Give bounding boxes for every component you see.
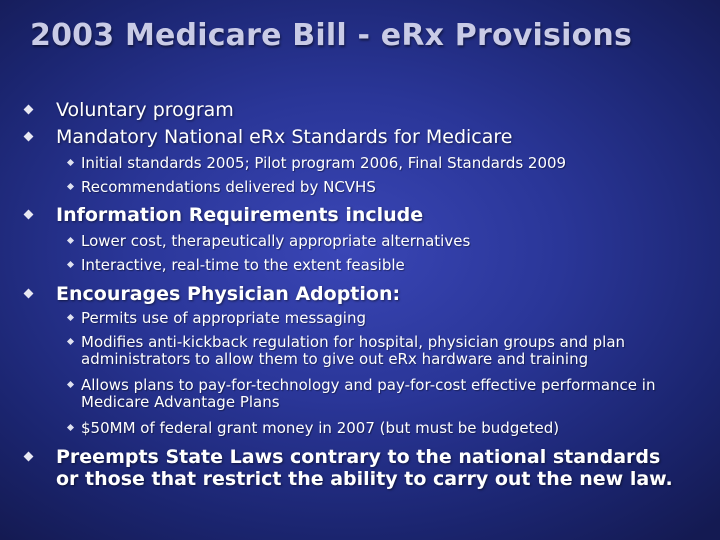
- diamond-sub-bullet-icon: [67, 338, 74, 345]
- sub-bullet-text: Recommendations delivered by NCVHS: [81, 178, 376, 196]
- bullet-text: Preempts State Laws contrary to the national standards or those that restrict the ability to carry out the new law.: [56, 446, 673, 490]
- bullet-text: Mandatory National eRx Standards for Medicare: [56, 126, 513, 148]
- sub-bullet-messaging: [81, 310, 366, 327]
- diamond-sub-bullet-icon: [67, 424, 74, 431]
- bullet-physician-adoption: [56, 283, 400, 305]
- diamond-sub-bullet-icon: [67, 183, 74, 190]
- sub-bullet-anti-kickback: [81, 334, 701, 368]
- diamond-sub-bullet-icon: [67, 261, 74, 268]
- diamond-bullet-icon: [24, 289, 34, 299]
- sub-bullet-text: Lower cost, therapeutically appropriate alternatives: [81, 232, 471, 250]
- bullet-information-requirements: [56, 204, 423, 226]
- diamond-sub-bullet-icon: [67, 381, 74, 388]
- slide-title: 2003 Medicare Bill - eRx Provisions: [30, 18, 633, 53]
- diamond-sub-bullet-icon: [67, 237, 74, 244]
- sub-bullet-initial-standards: [81, 155, 566, 172]
- sub-bullet-text: Initial standards 2005; Pilot program 2006, Final Standards 2009: [81, 154, 567, 172]
- bullet-text: Encourages Physician Adoption:: [56, 283, 401, 305]
- diamond-bullet-icon: [24, 452, 34, 462]
- sub-bullet-pay-for-technology: [81, 377, 701, 411]
- bullet-text: Voluntary program: [56, 99, 234, 121]
- sub-bullet-text: $50MM of federal grant money in 2007 (but must be budgeted): [81, 419, 560, 437]
- sub-bullet-ncvhs: [81, 179, 376, 196]
- sub-bullet-text: Modifies anti-kickback regulation for hospital, physician groups and plan administrators to allow them to give out eRx hardware and training: [81, 333, 626, 368]
- bullet-mandatory-standards: [56, 126, 512, 148]
- diamond-bullet-icon: [24, 210, 34, 220]
- bullet-preempts-state-laws: [56, 446, 676, 490]
- diamond-sub-bullet-icon: [67, 314, 74, 321]
- sub-bullet-grant-money: [81, 420, 559, 437]
- sub-bullet-text: Interactive, real-time to the extent feasible: [81, 256, 405, 274]
- bullet-text: Information Requirements include: [56, 204, 424, 226]
- sub-bullet-lower-cost: [81, 233, 470, 250]
- diamond-bullet-icon: [24, 132, 34, 142]
- sub-bullet-text: Permits use of appropriate messaging: [81, 309, 366, 327]
- diamond-sub-bullet-icon: [67, 159, 74, 166]
- bullet-voluntary-program: [56, 99, 234, 121]
- sub-bullet-real-time: [81, 257, 405, 274]
- diamond-bullet-icon: [24, 105, 34, 115]
- sub-bullet-text: Allows plans to pay-for-technology and pay-for-cost effective performance in Medicare Advantage Plans: [81, 376, 656, 411]
